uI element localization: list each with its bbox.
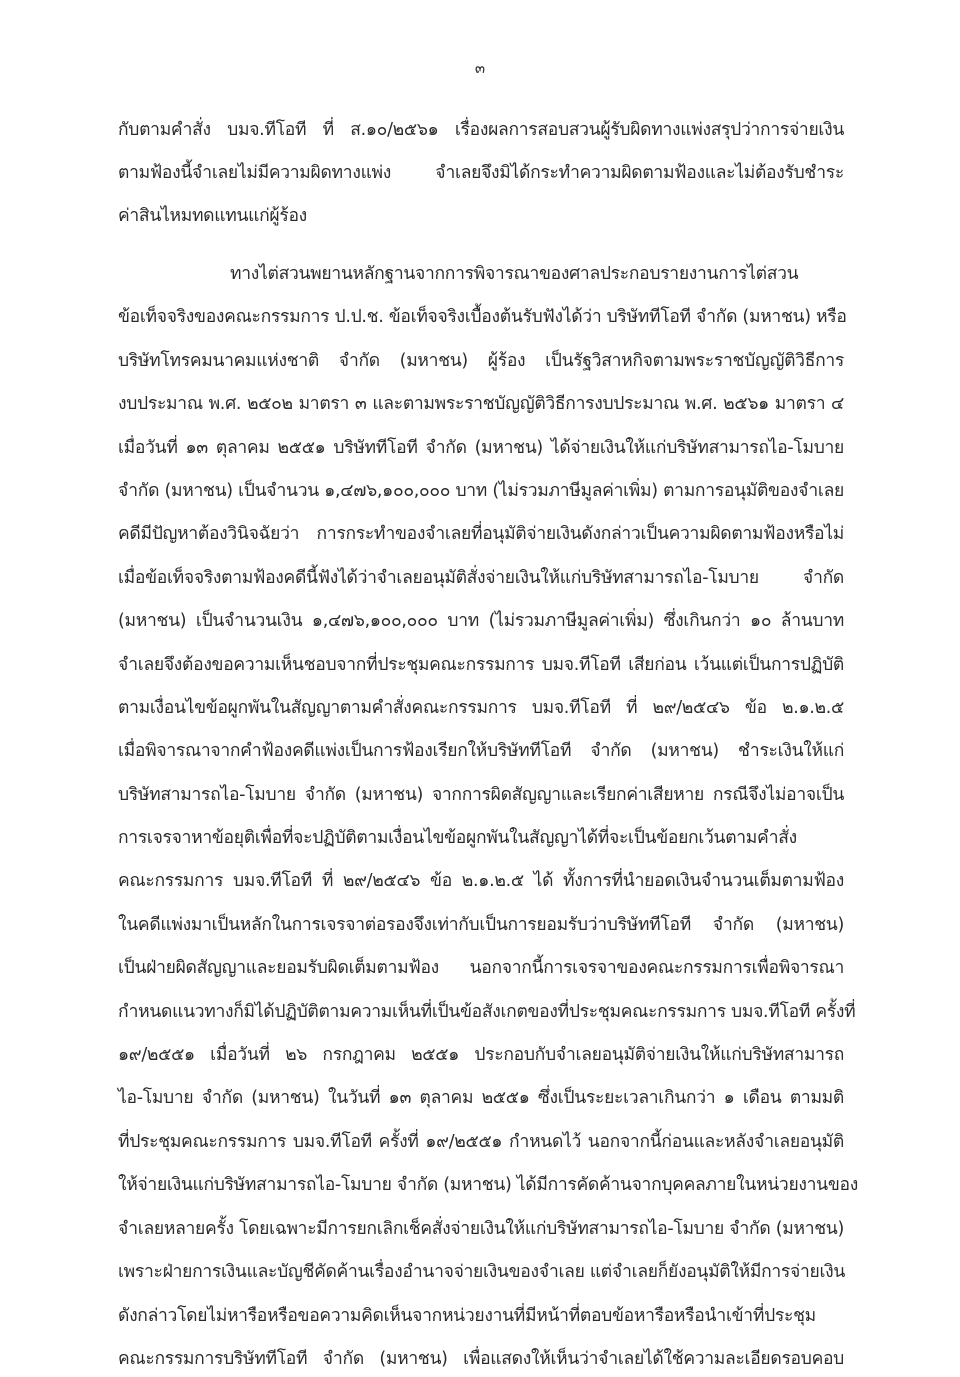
- text-line: (มหาชน) เป็นจำนวนเงิน ๑,๔๗๖,๑๐๐,๐๐๐ บาท (ไม่รวมภาษีมูลค่าเพิ่ม) ซึ่งเกินกว่า ๑๐ ล้านบาท: [118, 611, 844, 631]
- text-line: คดีมีปัญหาต้องวินิจฉัยว่า การกระทำของจำเลยที่อนุมัติจ่ายเงินดังกล่าวเป็นความผิดตามฟ้องหรือไม่: [118, 524, 844, 544]
- text-line: ข้อเท็จจริงของคณะกรรมการ ป.ป.ช. ข้อเท็จจริงเบื้องต้นรับฟังได้ว่า บริษัททีโอที จำกัด (มหาชน) หรือ: [118, 307, 847, 327]
- text-line: ไอ-โมบาย จำกัด (มหาชน) ในวันที่ ๑๓ ตุลาคม ๒๕๕๑ ซึ่งเป็นระยะเวลาเกินกว่า ๑ เดือน ตามมติ: [118, 1088, 844, 1108]
- text-line: งบประมาณ พ.ศ. ๒๕๐๒ มาตรา ๓ และตามพระราชบัญญัติวิธีการงบประมาณ พ.ศ. ๒๕๖๑ มาตรา ๔: [118, 394, 844, 414]
- text-line: เพราะฝ่ายการเงินและบัญชีคัดค้านเรื่องอำนาจจ่ายเงินของจำเลย แต่จำเลยก็ยังอนุมัติให้มีการจ่ายเงิน: [118, 1262, 846, 1282]
- text-line: คณะกรรมการบริษัททีโอที จำกัด (มหาชน) เพื่อแสดงให้เห็นว่าจำเลยได้ใช้ความละเอียดรอบคอบ: [118, 1349, 844, 1369]
- text-line: จำเลยจึงต้องขอความเห็นชอบจากที่ประชุมคณะกรรมการ บมจ.ทีโอที เสียก่อน เว้นแต่เป็นการปฏิบัติ: [118, 655, 844, 675]
- text-line: เป็นฝ่ายผิดสัญญาและยอมรับผิดเต็มตามฟ้อง นอกจากนี้การเจรจาของคณะกรรมการเพื่อพิจารณา: [118, 958, 844, 978]
- text-line: เมื่อพิจารณาจากคำฟ้องคดีแพ่งเป็นการฟ้องเรียกให้บริษัททีโอที จำกัด (มหาชน) ชำระเงินให้แก่: [118, 741, 844, 761]
- text-line: ทางไต่สวนพยานหลักฐานจากการพิจารณาของศาลประกอบรายงานการไต่สวน: [230, 264, 799, 284]
- text-line: ค่าสินไหมทดแทนแก่ผู้ร้อง: [118, 206, 307, 226]
- text-line: จำเลยหลายครั้ง โดยเฉพาะมีการยกเลิกเช็คสั่งจ่ายเงินให้แก่บริษัทสามารถไอ-โมบาย จำกัด (มหาชน): [118, 1219, 844, 1239]
- text-line: ให้จ่ายเงินแก่บริษัทสามารถไอ-โมบาย จำกัด (มหาชน) ได้มีการคัดค้านจากบุคคลภายในหน่วยงานของ: [118, 1175, 858, 1195]
- text-line: การเจรจาหาข้อยุติเพื่อที่จะปฏิบัติตามเงื่อนไขข้อผูกพันในสัญญาได้ที่จะเป็นข้อยกเว้นตามคำสั่ง: [118, 828, 797, 848]
- text-line: ดังกล่าวโดยไม่หารือหรือขอความคิดเห็นจากหน่วยงานที่มีหน้าที่ตอบข้อหารือหรือนำเข้าที่ประชุม: [118, 1306, 816, 1326]
- text-line: ในคดีแพ่งมาเป็นหลักในการเจรจาต่อรองจึงเท่ากับเป็นการยอมรับว่าบริษัททีโอที จำกัด (มหาชน): [118, 915, 844, 935]
- text-line: เมื่อวันที่ ๑๓ ตุลาคม ๒๕๕๑ บริษัททีโอที จำกัด (มหาชน) ได้จ่ายเงินให้แก่บริษัทสามารถไอ-โมบาย: [118, 438, 844, 458]
- text-line: บริษัทโทรคมนาคมแห่งชาติ จำกัด (มหาชน) ผู้ร้อง เป็นรัฐวิสาหกิจตามพระราชบัญญัติวิธีการ: [118, 351, 844, 371]
- text-line: คณะกรรมการ บมจ.ทีโอที ที่ ๒๙/๒๕๔๖ ข้อ ๒.๑.๒.๕ ได้ ทั้งการที่นำยอดเงินจำนวนเต็มตามฟ้อง: [118, 871, 844, 891]
- text-line: กับตามคำสั่ง บมจ.ทีโอที ที่ ส.๑๐/๒๕๖๑ เรื่องผลการสอบสวนผู้รับผิดทางแพ่งสรุปว่าการจ่ายเงิน: [118, 120, 844, 140]
- text-line: จำกัด (มหาชน) เป็นจำนวน ๑,๔๗๖,๑๐๐,๐๐๐ บาท (ไม่รวมภาษีมูลค่าเพิ่ม) ตามการอนุมัติของจำเลย: [118, 481, 844, 501]
- text-line: ตามเงื่อนไขข้อผูกพันในสัญญาตามคำสั่งคณะกรรมการ บมจ.ทีโอที ที่ ๒๙/๒๕๔๖ ข้อ ๒.๑.๒.๕: [118, 698, 844, 718]
- page-number: ๓: [474, 59, 486, 77]
- text-line: กำหนดแนวทางก็มิได้ปฏิบัติตามความเห็นที่เป็นข้อสังเกตของที่ประชุมคณะกรรมการ บมจ.ทีโอที ครั้งที่: [118, 1002, 856, 1022]
- text-line: ๑๙/๒๕๕๑ เมื่อวันที่ ๒๖ กรกฎาคม ๒๕๕๑ ประกอบกับจำเลยอนุมัติจ่ายเงินให้แก่บริษัทสามารถ: [118, 1045, 844, 1065]
- text-line: ที่ประชุมคณะกรรมการ บมจ.ทีโอที ครั้งที่ ๑๙/๒๕๕๑ กำหนดไว้ นอกจากนี้ก่อนและหลังจำเลยอนุมัติ: [118, 1132, 844, 1152]
- text-line: ตามฟ้องนี้จำเลยไม่มีความผิดทางแพ่ง จำเลยจึงมิได้กระทำความผิดตามฟ้องและไม่ต้องรับชำระ: [118, 163, 844, 183]
- text-line: บริษัทสามารถไอ-โมบาย จำกัด (มหาชน) จากการผิดสัญญาและเรียกค่าเสียหาย กรณีจึงไม่อาจเป็น: [118, 785, 844, 805]
- text-line: เมื่อข้อเท็จจริงตามฟ้องคดีนี้ฟังได้ว่าจำเลยอนุมัติสั่งจ่ายเงินให้แก่บริษัทสามารถไอ-โมบาย จำกัด: [118, 568, 844, 588]
